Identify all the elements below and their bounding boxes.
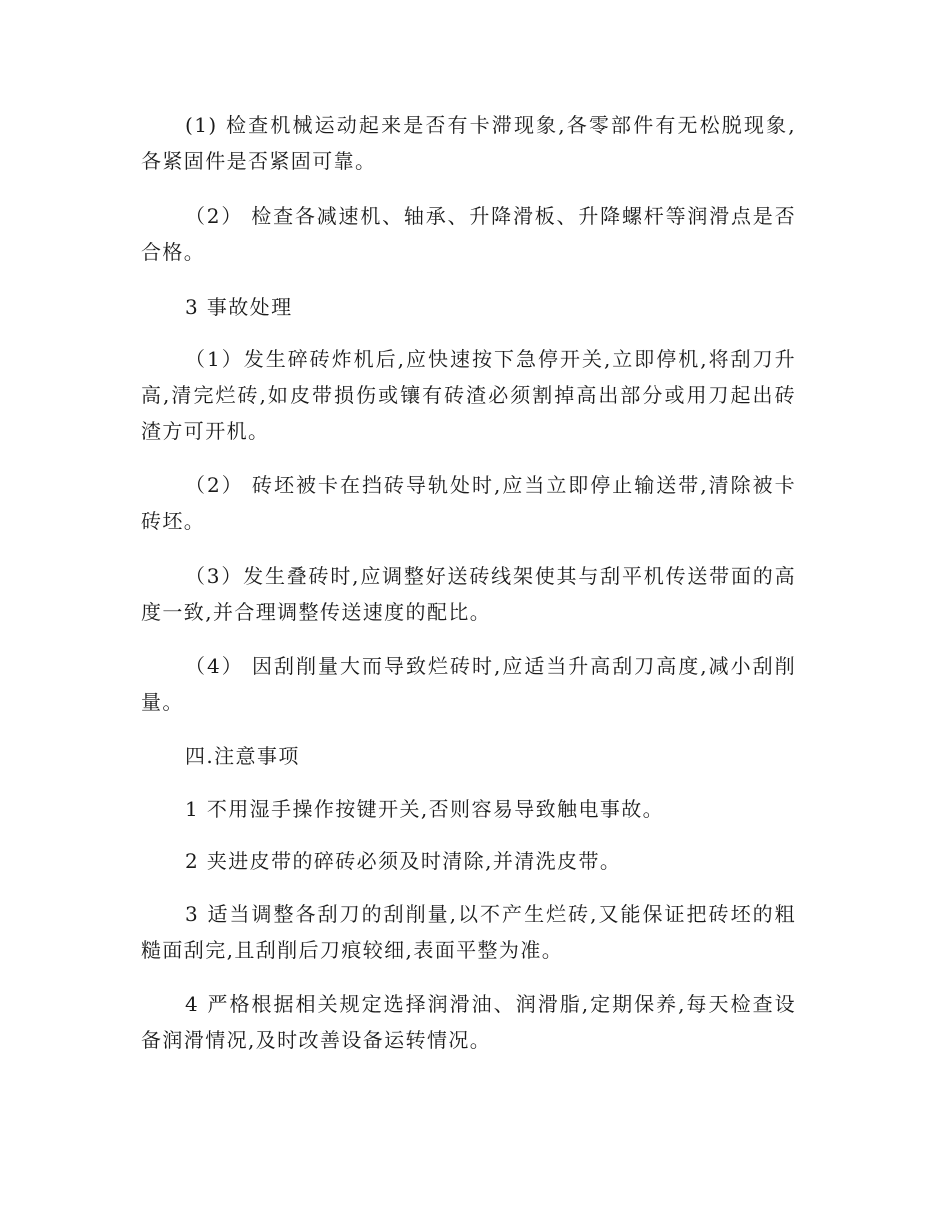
section-heading-accident: 3 事故处理 xyxy=(185,295,293,319)
check-item-1: (1) 检查机械运动起来是否有卡滞现象,各零部件有无松脱现象,各紧固件是否紧固可靠。 xyxy=(141,113,796,173)
accident-item-4: （4） 因刮削量大而导致烂砖时,应适当升高刮刀高度,减小刮削量。 xyxy=(141,654,796,714)
section-heading-notes: 四.注意事项 xyxy=(185,744,300,768)
note-item-1: 1 不用湿手操作按键开关,否则容易导致触电事故。 xyxy=(185,797,665,821)
accident-item-1: （1）发生碎砖炸机后,应快速按下急停开关,立即停机,将刮刀升高,清完烂砖,如皮带损伤或镶有砖渣必须割掉高出部分或用刀起出砖渣方可开机。 xyxy=(141,347,796,443)
note-item-3: 3 适当调整各刮刀的刮削量,以不产生烂砖,又能保证把砖坯的粗糙面刮完,且刮削后刀痕较细,表面平整为准。 xyxy=(141,902,796,962)
note-item-4: 4 严格根据相关规定选择润滑油、润滑脂,定期保养,每天检查设备润滑情况,及时改善设备运转情况。 xyxy=(141,992,796,1052)
note-item-2: 2 夹进皮带的碎砖必须及时清除,并清洗皮带。 xyxy=(185,849,622,873)
accident-item-3: （3）发生叠砖时,应调整好送砖线架使其与刮平机传送带面的高度一致,并合理调整传送速度的配比。 xyxy=(141,564,796,624)
accident-item-2: （2） 砖坯被卡在挡砖导轨处时,应当立即停止输送带,清除被卡砖坯。 xyxy=(141,473,796,533)
check-item-2: （2） 检查各减速机、轴承、升降滑板、升降螺杆等润滑点是否合格。 xyxy=(141,204,796,264)
